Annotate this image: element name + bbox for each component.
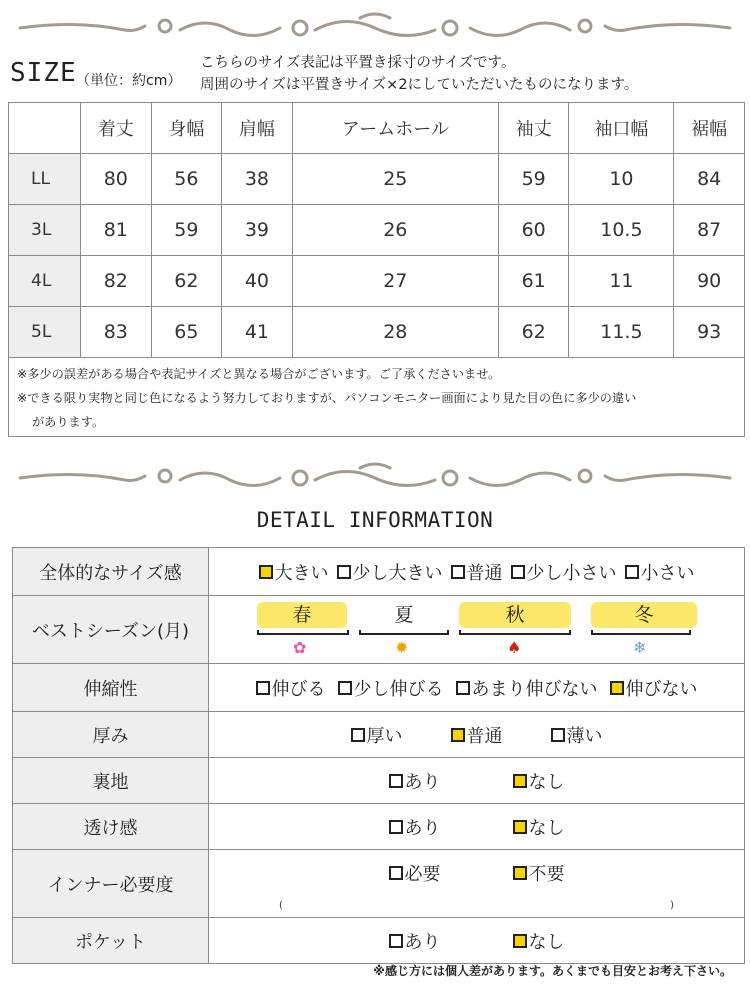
- table-cell: 80: [81, 154, 152, 205]
- size-table: [8, 102, 745, 358]
- row-label: 透け感: [13, 804, 209, 850]
- table-cell: 84: [674, 154, 745, 205]
- paren-left: (: [279, 900, 283, 911]
- season-bracket: [359, 630, 449, 635]
- checkbox-checked: [513, 820, 527, 834]
- option-normal-thickness: 普通: [451, 722, 503, 748]
- table-cell: 10: [569, 154, 674, 205]
- table-cell: 11.5: [569, 307, 674, 358]
- table-cell: 90: [674, 256, 745, 307]
- table-cell: 62: [498, 307, 569, 358]
- option-yes: あり: [389, 814, 441, 840]
- option-yes: あり: [389, 768, 441, 794]
- table-cell: 39: [222, 205, 293, 256]
- size-note-line-2: 周囲のサイズは平置きサイズ×2にしていただいたものになります。: [200, 77, 639, 93]
- maple-leaf-icon: ♠: [507, 637, 522, 657]
- stretch-options: [209, 675, 744, 701]
- column-header: 着丈: [81, 103, 152, 154]
- table-row: [9, 307, 745, 358]
- row-size-label: 5L: [9, 307, 81, 358]
- option-slightly-large: 少し大きい: [337, 559, 443, 585]
- size-header: [10, 52, 745, 100]
- detail-row-inner: [13, 850, 745, 918]
- checkbox-unchecked: [389, 820, 403, 834]
- size-notes: [8, 357, 745, 437]
- note-line: があります。: [32, 415, 105, 429]
- detail-row-pocket: [13, 918, 745, 964]
- option-no: なし: [513, 928, 565, 954]
- season-winter: 冬: [591, 602, 697, 628]
- table-row: [9, 154, 745, 205]
- checkbox-checked: [259, 565, 273, 579]
- checkbox-unchecked: [456, 681, 470, 695]
- lining-options: [209, 768, 744, 794]
- column-header: 袖口幅: [569, 103, 674, 154]
- row-label: 厚み: [13, 712, 209, 758]
- row-size-label: 3L: [9, 205, 81, 256]
- table-cell: 60: [498, 205, 569, 256]
- checkbox-unchecked: [351, 728, 365, 742]
- detail-row-stretch: [13, 664, 745, 712]
- table-cell: 11: [569, 256, 674, 307]
- detail-title: DETAIL INFORMATION: [256, 508, 494, 532]
- sunflower-icon: ✹: [395, 637, 409, 657]
- table-cell: 59: [151, 205, 222, 256]
- checkbox-unchecked: [551, 728, 565, 742]
- checkbox-unchecked: [256, 681, 270, 695]
- option-hardly-stretches: あまり伸びない: [456, 675, 598, 701]
- table-cell: 27: [292, 256, 498, 307]
- fit-options: [209, 559, 744, 585]
- detail-row-sheer: [13, 804, 745, 850]
- option-stretches: 伸びる: [256, 675, 326, 701]
- table-row: [9, 256, 745, 307]
- detail-row-lining: [13, 758, 745, 804]
- table-cell: 10.5: [569, 205, 674, 256]
- column-header: 袖丈: [498, 103, 569, 154]
- season-bracket: [591, 630, 691, 635]
- table-cell: 93: [674, 307, 745, 358]
- season-strip: [209, 597, 744, 663]
- checkbox-unchecked: [338, 681, 352, 695]
- detail-row-season: [13, 596, 745, 664]
- row-size-label: 4L: [9, 256, 81, 307]
- option-not-needed: 不要: [513, 860, 565, 886]
- table-cell: 38: [222, 154, 293, 205]
- table-cell: 26: [292, 205, 498, 256]
- checkbox-checked: [513, 934, 527, 948]
- column-header: アームホール: [292, 103, 498, 154]
- row-label: 伸縮性: [13, 664, 209, 712]
- detail-row-thickness: [13, 712, 745, 758]
- table-cell: 59: [498, 154, 569, 205]
- table-cell: 87: [674, 205, 745, 256]
- option-thin: 薄い: [551, 722, 603, 748]
- season-autumn: 秋: [459, 602, 571, 628]
- checkbox-checked: [513, 774, 527, 788]
- flower-icon: ✿: [293, 637, 307, 657]
- checkbox-unchecked: [337, 565, 351, 579]
- decorative-ornament-middle: [15, 458, 735, 496]
- option-no-stretch: 伸びない: [610, 675, 698, 701]
- season-bracket: [257, 630, 349, 635]
- size-note-line-1: こちらのサイズ表記は平置き採寸のサイズです。: [200, 55, 516, 71]
- table-cell: 65: [151, 307, 222, 358]
- season-summer: 夏: [394, 603, 414, 626]
- table-cell: 83: [81, 307, 152, 358]
- checkbox-unchecked: [625, 565, 639, 579]
- checkbox-unchecked: [389, 934, 403, 948]
- option-thick: 厚い: [351, 722, 403, 748]
- season-spring: 春: [257, 602, 347, 628]
- size-table-header: [9, 103, 745, 154]
- sheer-options: [209, 814, 744, 840]
- snowflake-icon: ❄: [633, 637, 647, 657]
- footer-disclaimer: ※感じ方には個人差があります。あくまでも目安とお考え下さい。: [373, 964, 732, 978]
- row-label: ベストシーズン(月): [13, 596, 209, 664]
- checkbox-unchecked: [511, 565, 525, 579]
- size-description: [200, 52, 638, 96]
- note-line: ※多少の誤差がある場合や表記サイズと異なる場合がございます。ご了承くださいませ。: [17, 367, 501, 381]
- table-cell: 81: [81, 205, 152, 256]
- option-no: なし: [513, 814, 565, 840]
- table-corner: [9, 103, 81, 154]
- table-cell: 56: [151, 154, 222, 205]
- decorative-ornament-top: [15, 8, 735, 46]
- checkbox-unchecked: [389, 866, 403, 880]
- option-yes: あり: [389, 928, 441, 954]
- column-header: 肩幅: [222, 103, 293, 154]
- table-cell: 28: [292, 307, 498, 358]
- option-large: 大きい: [259, 559, 329, 585]
- note-line: ※できる限り実物と同じ色になるよう努力しておりますが、パソコンモニター画面により見た目の色に多少の違い: [17, 391, 637, 405]
- table-row: [9, 205, 745, 256]
- detail-table: [12, 547, 745, 964]
- row-label: 全体的なサイズ感: [13, 548, 209, 596]
- checkbox-checked: [513, 866, 527, 880]
- inner-options: [209, 860, 744, 886]
- row-label: インナー必要度: [13, 850, 209, 918]
- table-cell: 82: [81, 256, 152, 307]
- row-label: ポケット: [13, 918, 209, 964]
- season-bracket: [459, 630, 571, 635]
- row-label: 裏地: [13, 758, 209, 804]
- size-unit: （単位：約cm）: [76, 73, 182, 89]
- row-size-label: LL: [9, 154, 81, 205]
- option-normal: 普通: [451, 559, 503, 585]
- thickness-options: [209, 722, 744, 748]
- detail-row-fit: [13, 548, 745, 596]
- column-header: 裾幅: [674, 103, 745, 154]
- column-header: 身幅: [151, 103, 222, 154]
- option-no: なし: [513, 768, 565, 794]
- table-cell: 41: [222, 307, 293, 358]
- size-title: SIZE: [10, 58, 77, 88]
- table-cell: 40: [222, 256, 293, 307]
- checkbox-checked: [451, 728, 465, 742]
- option-slightly-stretches: 少し伸びる: [338, 675, 444, 701]
- option-slightly-small: 少し小さい: [511, 559, 617, 585]
- table-cell: 25: [292, 154, 498, 205]
- paren-right: ): [670, 900, 674, 911]
- checkbox-unchecked: [389, 774, 403, 788]
- table-cell: 61: [498, 256, 569, 307]
- checkbox-unchecked: [451, 565, 465, 579]
- table-cell: 62: [151, 256, 222, 307]
- pocket-options: [209, 928, 744, 954]
- checkbox-checked: [610, 681, 624, 695]
- option-small: 小さい: [625, 559, 695, 585]
- option-needed: 必要: [389, 860, 441, 886]
